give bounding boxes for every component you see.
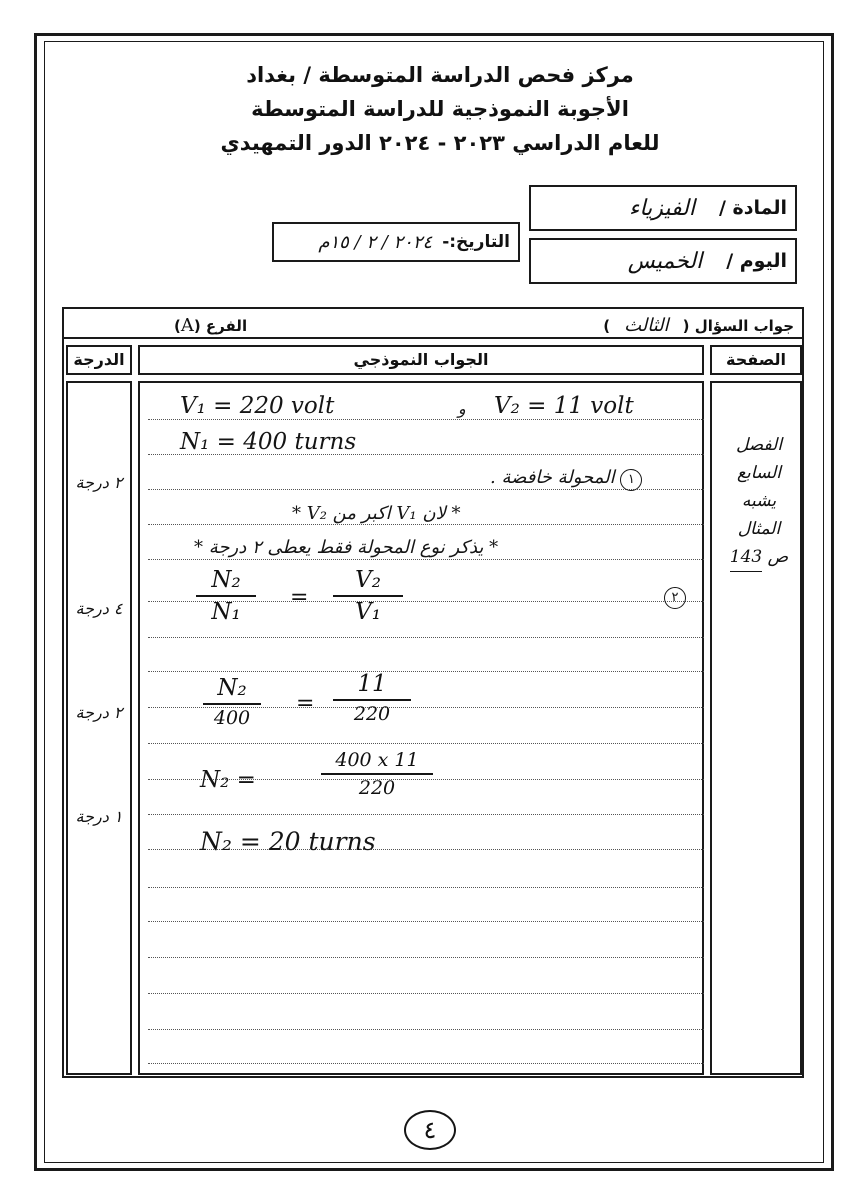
final-result: N₂ = 20 turns xyxy=(200,827,376,856)
n2-expression: N₂ = xyxy=(200,767,256,793)
fraction-den: N₁ xyxy=(211,599,241,625)
year-title: للعام الدراسي ٢٠٢٣ - ٢٠٢٤ الدور التمهيدي xyxy=(220,131,660,155)
date-box xyxy=(272,222,520,262)
subject-value: الفيزياء xyxy=(629,195,695,221)
fraction-num: 400 x 11 xyxy=(335,749,419,771)
step1-note: * يذكر نوع المحولة فقط يعطى ٢ درجة * xyxy=(194,537,499,558)
step1-number: ١ xyxy=(620,469,642,491)
answers-title: الأجوبة النموذجية للدراسة المتوسطة xyxy=(251,97,629,121)
date-label: التاريخ:- xyxy=(442,232,510,252)
fraction-v2-v1 xyxy=(332,567,404,625)
note-chapter: الفصل xyxy=(735,435,783,455)
answer-column-header: الجواب النموذجي xyxy=(138,345,704,375)
given-v2: V₂ = 11 volt xyxy=(494,393,634,419)
fraction-den: 220 xyxy=(353,703,391,725)
grade-step4: ١ درجة xyxy=(75,807,123,826)
question-label-text: جواب السؤال ( xyxy=(682,317,794,335)
question-row xyxy=(64,309,802,339)
ruled-line xyxy=(148,957,704,958)
fraction-num: V₂ xyxy=(355,567,381,593)
note-page-suffix: ص xyxy=(767,547,789,567)
question-number: الثالث xyxy=(624,315,669,336)
branch-close: ) xyxy=(174,317,181,335)
ruled-line xyxy=(148,671,704,672)
ruled-line xyxy=(148,419,704,420)
subject-label: المادة / xyxy=(718,197,787,219)
document-header xyxy=(160,58,720,160)
equals-sign: = xyxy=(296,691,315,716)
page-reference-note xyxy=(720,431,798,572)
ruled-line xyxy=(148,1063,704,1064)
ruled-line xyxy=(148,743,704,744)
subject-box xyxy=(529,185,797,231)
ruled-line xyxy=(148,814,704,815)
page-number: ٤ xyxy=(404,1110,456,1150)
page-column-header: الصفحة xyxy=(710,345,802,375)
date-value: ٢٠٢٤ / ٢ / ١٥م xyxy=(318,231,433,253)
step1-text: المحولة خافضة . xyxy=(490,467,615,488)
answer-table xyxy=(62,307,804,1078)
note-similar: يشبه xyxy=(741,491,777,511)
ruled-line xyxy=(148,637,704,638)
step2-marker xyxy=(664,587,686,609)
day-value: الخميس xyxy=(627,248,703,274)
fraction-den: 220 xyxy=(358,777,396,799)
ruled-line xyxy=(148,921,704,922)
fraction-num: N₂ xyxy=(211,567,241,593)
fraction-num: N₂ xyxy=(217,675,247,701)
step1-reason: * لان V₁ اكبر من V₂ * xyxy=(292,503,461,524)
given-and: و xyxy=(458,399,466,418)
branch-label xyxy=(174,315,247,336)
grade-step1: ٢ درجة xyxy=(75,473,123,492)
fraction-n2-400 xyxy=(200,675,264,729)
grade-step3: ٢ درجة xyxy=(75,703,123,722)
branch-value: A xyxy=(180,315,194,336)
ruled-line xyxy=(148,993,704,994)
grade-column-header: الدرجة xyxy=(66,345,132,375)
note-page xyxy=(720,543,798,572)
question-close: ) xyxy=(603,317,611,335)
fraction-n2-n1 xyxy=(194,567,258,625)
fraction-den: V₁ xyxy=(355,599,381,625)
note-page-number: 143 xyxy=(730,543,762,572)
question-label xyxy=(603,315,794,336)
day-box xyxy=(529,238,797,284)
fraction-400x11-220 xyxy=(318,749,436,799)
step1-line xyxy=(490,467,642,491)
note-seventh: السابع xyxy=(736,463,782,483)
day-label: اليوم / xyxy=(726,250,787,272)
grade-step2: ٤ درجة xyxy=(75,599,123,618)
ruled-line xyxy=(148,887,704,888)
equals-sign: = xyxy=(290,585,309,610)
center-title: مركز فحص الدراسة المتوسطة / بغداد xyxy=(246,63,634,87)
fraction-den: 400 xyxy=(213,707,251,729)
given-v1: V₁ = 220 volt xyxy=(180,393,335,419)
fraction-num: 11 xyxy=(357,671,387,697)
step2-number: ٢ xyxy=(664,587,686,609)
ruled-line xyxy=(148,559,704,560)
fraction-11-220 xyxy=(332,671,412,725)
branch-label-text: الفرع ( xyxy=(193,317,248,335)
ruled-line xyxy=(148,1029,704,1030)
note-example: المثال xyxy=(737,519,781,539)
ruled-line xyxy=(148,524,704,525)
given-n1: N₁ = 400 turns xyxy=(180,429,357,455)
